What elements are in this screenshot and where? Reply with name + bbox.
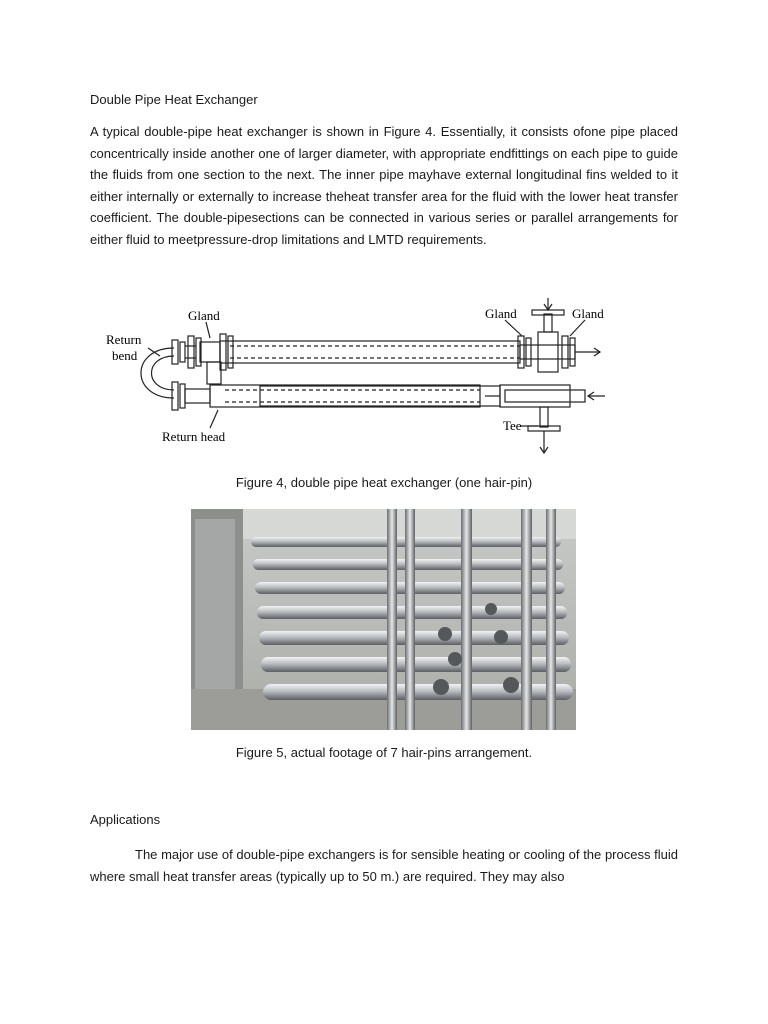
section-heading-applications: Applications [90, 812, 161, 827]
figure4-diagram [100, 298, 620, 458]
label-return-head: Return head [162, 429, 226, 444]
figure5-caption: Figure 5, actual footage of 7 hair-pins arrangement. [235, 745, 533, 760]
intro-paragraph: A typical double-pipe heat exchanger is shown in Figure 4. Essentially, it consists ofone pipe placed concentrically inside another one of larger diameter, with appropriate endfittings on each pipe to guide the fluids from one section to the next. The inner pipe mayhave external longitudinal fins welded to it either internally or externally to increase theheat transfer area for the fluid with the lower heat transfer coefficient. The double-pipesections can be connected in various series or parallel arrangements for either fluid to meetpressure-drop limitations and LMTD requirements. [90, 124, 678, 247]
figure4-caption: Figure 4, double pipe heat exchanger (one hair-pin) [235, 475, 533, 490]
figure5-photo [191, 509, 576, 730]
label-gland-right: Gland [572, 306, 604, 321]
label-gland-mid: Gland [485, 306, 517, 321]
document-title: Double Pipe Heat Exchanger [90, 92, 258, 107]
label-return-bend-1: Return [106, 332, 142, 347]
applications-paragraph: The major use of double-pipe exchangers is for sensible heating or cooling of the process fluid where small heat transfer areas (typically up to 50 m.) are required. They may also [90, 847, 678, 884]
label-gland-left: Gland [188, 308, 220, 323]
label-tee: Tee [503, 418, 522, 433]
label-return-bend-2: bend [112, 348, 138, 363]
